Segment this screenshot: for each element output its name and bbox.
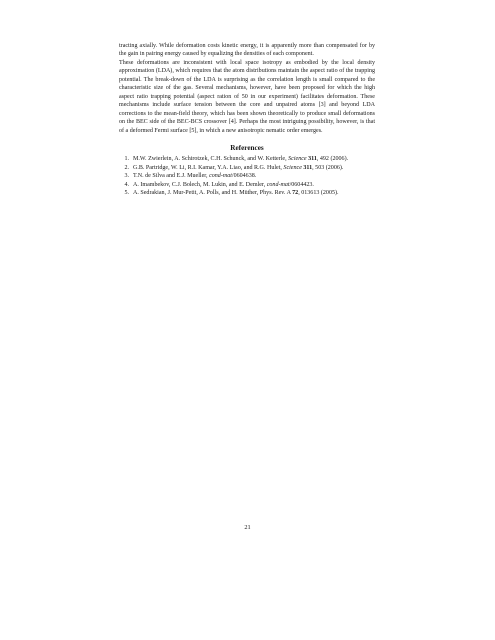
reference-rest: /0604423. [289,181,314,188]
reference-item [119,172,375,180]
reference-volume: 72 [292,190,299,197]
reference-item [119,181,375,189]
reference-authors: A. Imambekov, C.J. Bolech, M. Lukin, and E. Demler, [133,181,267,188]
reference-volume: 311 [308,156,317,163]
reference-authors: T.N. de Silva and E.J. Mueller, [133,173,210,180]
body-paragraph-2: These deformations are inconsistent with local space isotropy as embodied by the local density approximation (LDA), which requires that the atom distributions maintain the aspect ratio of the trapping potential. The break-down of the LDA is surprising as the correlation length is small compared to the characteristic size of the gas. Several mechanisms, however, have been proposed for which the high aspect ratio trapping potential (aspect ration of 50 in our experiment) facilitates deformation. These mechanisms include surface tension between the core and unpaired atoms [3] and beyond LDA corrections to the mean-field theory, which has been shown theoretically to produce small deformations on the BEC side of the BEC-BCS crossover [4]. Perhaps the most intriguing possibility, however, is that of a deformed Fermi surface [5], in which a new anisotropic nematic order emerges. [119,59,375,134]
reference-number: 5. [124,190,129,197]
references-heading: References [230,143,264,152]
reference-rest: , 013613 (2005). [298,190,339,197]
reference-rest: , 492 (2006). [316,156,349,163]
reference-text [133,172,375,180]
reference-text [133,189,375,197]
reference-authors: A. Sedrakian, J. Mur-Petit, A. Polls, and H. Müther, Phys. Rev. A [133,190,293,197]
body-paragraph-1: tracting axially. While deformation costs kinetic energy, it is apparently more than compensated for by the gain in pairing energy caused by equalizing the densities of each component. [119,43,375,58]
reference-journal: cond-mat [209,173,232,180]
page-number: 21 [244,524,251,531]
reference-item [119,155,375,163]
reference-journal: cond-mat [266,181,290,188]
reference-item [119,189,375,197]
reference-authors: G.B. Partridge, W. Li, R.I. Kamar, Y.A. Liao, and R.G. Hulet, [133,164,284,171]
reference-text [133,155,375,163]
reference-text [133,164,375,172]
reference-number: 3. [124,173,129,180]
reference-journal: Science [283,164,302,171]
reference-volume: 311 [303,164,313,171]
reference-authors: M.W. Zwierlein, A. Schirotzek, C.H. Schunck, and W. Ketterle, [133,156,289,163]
page-content [119,42,375,198]
reference-journal: Science [288,156,307,163]
reference-number: 2. [124,164,129,171]
reference-text [133,181,375,189]
reference-rest: , 503 (2006). [312,164,344,171]
references-list [119,155,375,197]
reference-number: 1. [124,156,129,163]
reference-item [119,164,375,172]
reference-number: 4. [124,181,129,188]
reference-rest: /0604638. [231,173,257,180]
